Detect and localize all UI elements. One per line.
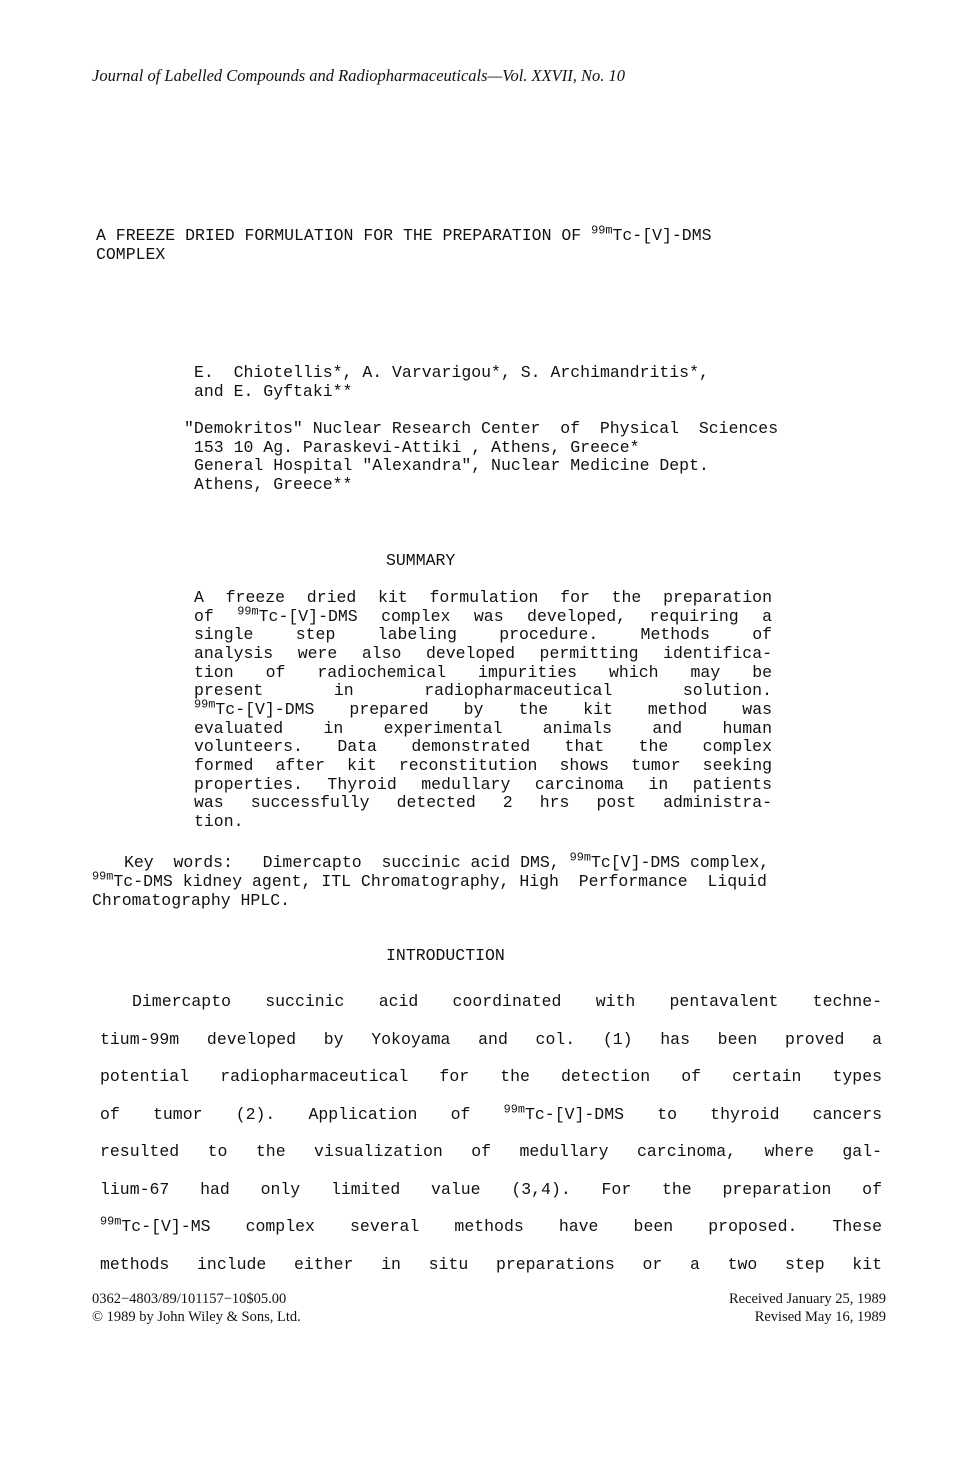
isotope-superscript: 99m <box>194 697 216 712</box>
summary-line: tion of radiochemical impurities which may be <box>194 662 772 682</box>
summary-line <box>194 604 772 627</box>
isotope-superscript: 99m <box>92 869 114 884</box>
authors <box>194 364 709 401</box>
affiliation-line-3: General Hospital "Alexandra", Nuclear Medicine Dept. <box>194 456 709 475</box>
summary-line: formed after kit reconstitution shows tumor seeking <box>194 755 772 775</box>
title-line-2: COMPLEX <box>96 245 166 264</box>
summary-line: evaluated in experimental animals and human <box>194 718 772 738</box>
keywords-line-2 <box>92 869 874 891</box>
authors-line-1: E. Chiotellis*, A. Varvarigou*, S. Archimandritis*, <box>194 363 709 382</box>
intro-text: of tumor (2). Application of <box>100 1104 504 1124</box>
isotope-superscript: 99m <box>503 1101 525 1116</box>
keywords-text: Tc-DMS kidney agent, ITL Chromatography, High Performance Liquid <box>113 872 767 891</box>
summary-line <box>194 697 772 720</box>
copyright-notice: © 1989 by John Wiley & Sons, Ltd. <box>92 1309 301 1325</box>
summary-line: tion. <box>194 811 244 831</box>
summary-line: volunteers. Data demonstrated that the complex <box>194 737 772 757</box>
journal-header: Journal of Labelled Compounds and Radiopharmaceuticals—Vol. XXVII, No. 10 <box>92 66 626 85</box>
keywords-line-3: Chromatography HPLC. <box>92 891 291 910</box>
keywords <box>92 850 874 910</box>
intro-line: Dimercapto succinic acid coordinated with pentavalent techne- <box>132 992 882 1011</box>
intro-line: potential radiopharmaceutical for the detection of certain types <box>100 1067 882 1086</box>
summary-text: Tc-[V]-DMS prepared by the kit method was <box>215 699 772 719</box>
received-date: Received January 25, 1989 <box>728 1291 886 1307</box>
intro-text: Tc-[V]-MS complex several methods have been proposed. These <box>121 1217 882 1236</box>
intro-line <box>100 1208 882 1246</box>
intro-line: lium-67 had only limited value (3,4). For the preparation of <box>100 1179 882 1199</box>
summary-line: was successfully detected 2 hrs post administra- <box>194 793 772 813</box>
summary-text: of <box>194 606 238 626</box>
title-text-end: Tc-[V]-DMS <box>612 226 712 245</box>
summary-text: Tc-[V]-DMS complex was developed, requiring a <box>258 606 772 626</box>
summary-line: present in radiopharmaceutical solution. <box>194 681 772 701</box>
keywords-text: Key words: Dimercapto succinic acid DMS, <box>124 853 570 872</box>
introduction-heading: INTRODUCTION <box>386 946 505 965</box>
summary-line: single step labeling procedure. Methods of <box>194 625 772 645</box>
affiliations <box>184 420 778 494</box>
keywords-line-1 <box>92 850 874 872</box>
affiliation-line-4: Athens, Greece** <box>194 474 353 494</box>
intro-line <box>100 1096 882 1134</box>
authors-line-2: and E. Gyftaki** <box>194 381 353 401</box>
intro-text: Tc-[V]-DMS to thyroid cancers <box>524 1104 882 1124</box>
intro-line: methods include either in situ preparations or a two step kit <box>100 1254 882 1274</box>
affiliation-line-1: "Demokritos" Nuclear Research Center of Physical Sciences <box>184 419 779 438</box>
footer-left <box>92 1290 301 1326</box>
affiliation-line-2: 153 10 Ag. Paraskevi-Attiki , Athens, Greece* <box>194 437 640 457</box>
isotope-superscript: 99m <box>569 850 591 865</box>
summary-line: analysis were also developed permitting identifica- <box>194 643 772 663</box>
footer-right <box>660 1290 886 1326</box>
isotope-superscript: 99m <box>100 1214 122 1229</box>
intro-line: tium-99m developed by Yokoyama and col. (1) has been proved a <box>100 1029 882 1049</box>
intro-line: resulted to the visualization of medullary carcinoma, where gal- <box>100 1142 882 1161</box>
summary-line: A freeze dried kit formulation for the preparation <box>194 588 772 607</box>
article-title <box>96 223 712 264</box>
title-line-1 <box>96 223 712 245</box>
summary-body <box>194 589 772 832</box>
keywords-text: Tc[V]-DMS complex, <box>590 853 770 872</box>
isotope-superscript: 99m <box>237 604 259 619</box>
isotope-superscript: 99m <box>591 223 613 238</box>
summary-heading: SUMMARY <box>386 551 456 570</box>
title-text: A FREEZE DRIED FORMULATION FOR THE PREPARATION OF <box>96 226 592 245</box>
summary-line: properties. Thyroid medullary carcinoma in patients <box>194 774 772 794</box>
revised-date: Revised May 16, 1989 <box>754 1309 886 1325</box>
article-code: 0362−4803/89/101157−10$05.00 <box>92 1291 287 1307</box>
introduction-body <box>100 983 882 1283</box>
